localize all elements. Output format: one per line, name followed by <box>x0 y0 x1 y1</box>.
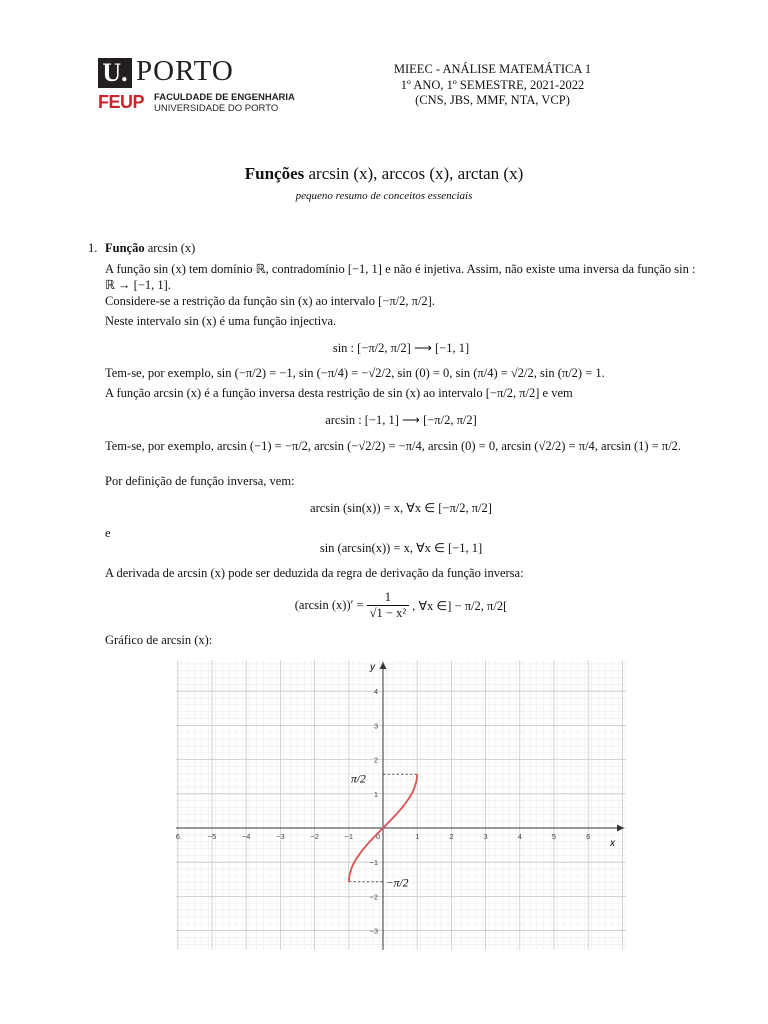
fraction-numerator: 1 <box>367 590 409 606</box>
title-functions: arcsin (x), arccos (x), arctan (x) <box>304 164 524 183</box>
equation-sin-mapping: sin : [−π/2, π/2] ⟶ [−1, 1] <box>332 341 470 355</box>
x-tick-label: 2 <box>449 832 454 841</box>
y-tick-label: 1 <box>373 789 378 799</box>
logo-faculty-text: FACULDADE DE ENGENHARIA <box>154 92 295 103</box>
x-tick-label: −1 <box>344 832 354 841</box>
paragraph-arcsin-definition: A função arcsin (x) é a função inversa desta restrição de sin (x) ao intervalo [−π/2, π/2] e vem <box>105 386 573 400</box>
annotation-minus-pi-over-2: −π/2 <box>386 877 409 890</box>
section-heading-rest: arcsin (x) <box>144 241 196 255</box>
grid-minor <box>176 660 626 950</box>
paragraph-inverse-definition: Por definição de função inversa, vem: <box>105 474 295 488</box>
x-tick-label: 6 <box>176 832 180 841</box>
annotation-pi-over-2: π/2 <box>351 773 366 786</box>
y-tick-label: 2 <box>373 755 378 765</box>
x-tick-label: −5 <box>207 832 217 841</box>
paragraph-restriction: Considere-se a restrição da função sin (x) ao intervalo [−π/2, π/2]. <box>105 294 435 308</box>
y-tick-label: 3 <box>373 721 378 731</box>
x-tick-label: 5 <box>551 832 557 841</box>
derivative-lhs: (arcsin (x))′ = <box>294 598 364 612</box>
section-number: 1. <box>88 241 98 255</box>
grid-major <box>176 660 626 950</box>
arcsin-graph <box>176 660 626 950</box>
paragraph-derivative: A derivada de arcsin (x) pode ser deduzida da regra de derivação da função inversa: <box>105 566 524 580</box>
paragraph-injective: Neste intervalo sin (x) é uma função injectiva. <box>105 314 337 328</box>
logo-porto-text: PORTO <box>136 55 234 87</box>
equation-derivative <box>105 590 697 626</box>
x-axis-arrow-icon <box>617 825 624 832</box>
course-line-2: 1º ANO, 1º SEMESTRE, 2021-2022 <box>400 77 585 92</box>
document-subtitle: pequeno resumo de conceitos essenciais <box>295 190 473 202</box>
y-tick-label: −2 <box>369 892 378 902</box>
x-tick-label: 4 <box>517 832 522 841</box>
equation-arcsin-sin: arcsin (sin(x)) = x, ∀x ∈ [−π/2, π/2] <box>310 501 492 515</box>
title-bold: Funções <box>244 164 305 183</box>
university-logo <box>98 55 295 118</box>
x-tick-label: −2 <box>310 832 319 841</box>
derivative-fraction <box>367 590 409 621</box>
course-line-1: MIEEC - ANÁLISE MATEMÁTICA 1 <box>393 62 592 76</box>
equation-arcsin-mapping: arcsin : [−1, 1] ⟶ [−π/2, π/2] <box>325 413 477 427</box>
x-tick-label: 0 <box>375 832 381 841</box>
logo-university-text: UNIVERSIDADE DO PORTO <box>154 103 279 114</box>
logo-u-mark: U. <box>98 58 132 88</box>
y-tick-label: −3 <box>369 926 378 936</box>
course-line-3: (CNS, JBS, MMF, NTA, VCP) <box>415 93 570 107</box>
section-heading-bold: Função <box>105 241 145 255</box>
equation-sin-arcsin: sin (arcsin(x)) = x, ∀x ∈ [−1, 1] <box>319 541 483 555</box>
section-heading <box>105 241 697 257</box>
x-tick-label: −3 <box>276 832 285 841</box>
y-tick-label: −1 <box>369 858 378 868</box>
x-tick-label: 6 <box>586 832 591 841</box>
paragraph-sin-examples: Tem-se, por exemplo, sin (−π/2) = −1, sin (−π/4) = −√2/2, sin (0) = 0, sin (π/4) = √2/2, sin (π/2) = 1. <box>105 366 605 380</box>
x-tick-label: −4 <box>241 832 251 841</box>
x-axis-label: x <box>610 838 615 849</box>
x-tick-label: 3 <box>483 832 488 841</box>
course-info <box>370 62 615 109</box>
x-tick-label: 1 <box>415 832 420 841</box>
document-title <box>0 164 768 184</box>
y-tick-label: 4 <box>373 687 378 697</box>
logo-feup-text: FEUP <box>98 92 145 112</box>
paragraph-graph-caption: Gráfico de arcsin (x): <box>105 633 213 647</box>
paragraph-and: e <box>105 526 111 540</box>
y-axis-label: y <box>370 662 375 673</box>
paragraph-arcsin-examples: Tem-se, por exemplo, arcsin (−1) = −π/2, arcsin (−√2/2) = −π/4, arcsin (0) = 0, arcsin (√2/2) = π/4, arcsin (1) = π/2. <box>105 439 682 453</box>
paragraph-domain: A função sin (x) tem domínio ℝ, contradomínio [−1, 1] e não é injetiva. Assim, não existe uma inversa da função sin : ℝ → [−1, 1]. <box>105 262 696 292</box>
fraction-denominator: √1 − x² <box>369 606 407 620</box>
y-axis-arrow-icon <box>380 662 387 669</box>
derivative-rhs: , ∀x ∈] − π/2, π/2[ <box>412 598 508 613</box>
